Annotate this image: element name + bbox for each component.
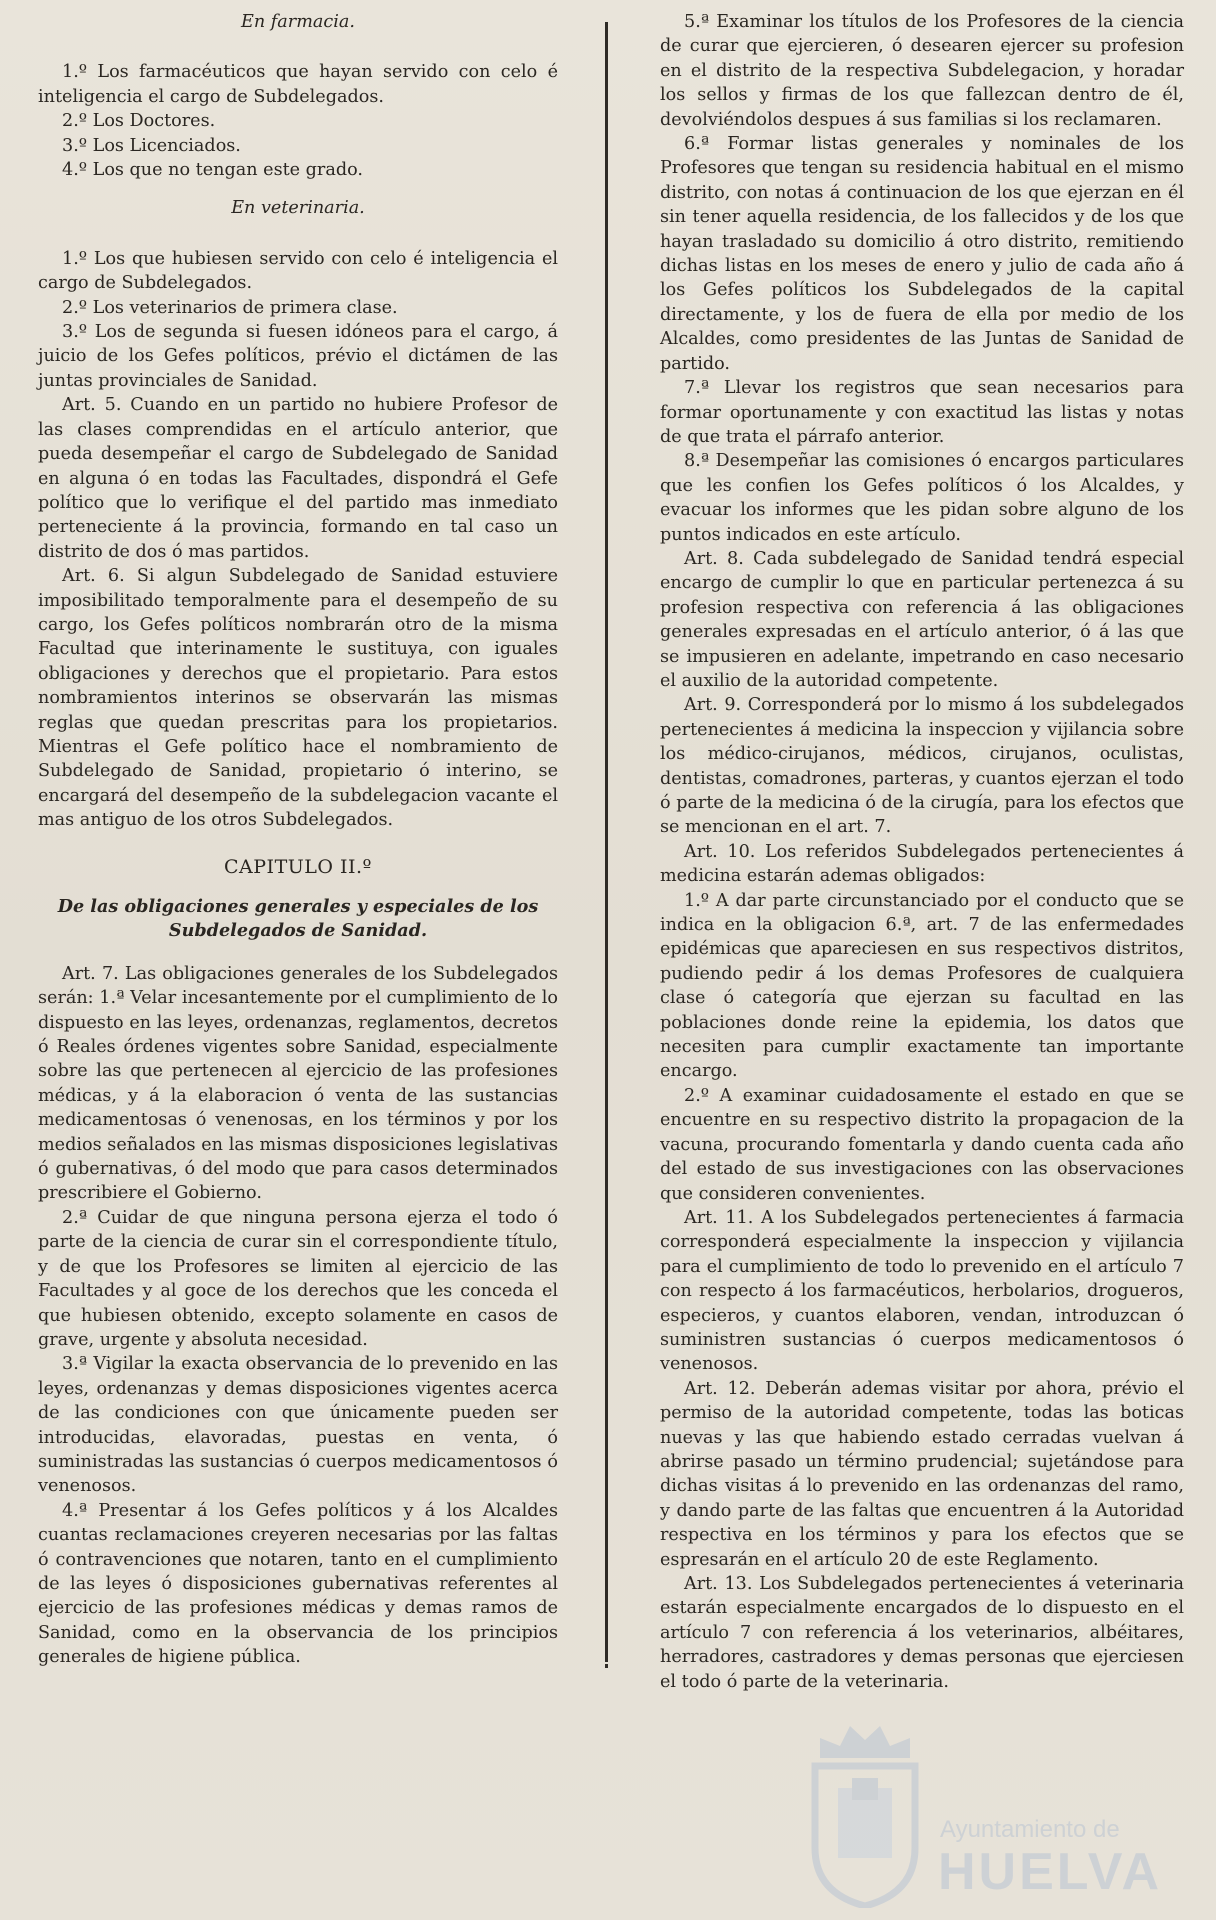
right-column [660, 10, 1184, 1694]
subheading-veterinaria: En veterinaria. [231, 198, 365, 219]
obligation-item: 8.ª Desempeñar las comisiones ó encargos particulares que les confien los Gefes políticos ó los Alcaldes, y evacuar los informes que les pidan sobre alguno de los puntos indicados en este artículo. [660, 451, 1184, 545]
article-8: Art. 8. Cada subdelegado de Sanidad tendrá especial encargo de cumplir lo que en particular pertenezca á su profesion respectiva con referencia á las obligaciones generales expresadas en el artículo anterior, ó á las que se impusieren en adelante, impetrando en caso necesario el auxilio de la autoridad competente. [660, 548, 1184, 691]
farmacia-item: 2.º Los Doctores. [62, 111, 216, 132]
column-divider-end [605, 1664, 608, 1668]
obligation-item: 6.ª Formar listas generales y nominales de los Profesores que tengan su residencia habitual en el mismo distrito, con notas á continuacion de los que ejerzan en él sin tener aquella residencia, de los fallecidos y de los que hayan trasladado su domicilio á otro distrito, remitiendo dichas listas en los meses de enero y julio de cada año á los Gefes políticos los Subdelegados de la capital directamente, y los de fuera de ella por medio de los Alcaldes, como presidentes de las Juntas de Sanidad de partido. [660, 134, 1184, 374]
huelva-shield-icon [800, 1718, 930, 1908]
veterinaria-item: 1.º Los que hubiesen servido con celo é inteligencia el cargo de Subdelegados. [38, 248, 558, 294]
veterinaria-item: 3.º Los de segunda si fuesen idóneos para el cargo, á juicio de los Gefes políticos, prévio el dictámen de las juntas provinciales de Sanidad. [38, 322, 558, 391]
article-12: Art. 12. Deberán ademas visitar por ahora, prévio el permiso de la autoridad competente, todas las boticas nuevas y las que habiendo estado cerradas vuelvan á abrirse pasado un término prudencial; sujetándose para dichas visitas á lo prevenido en las ordenanzas del ramo, y dando parte de las faltas que encuentren á la Autoridad respectiva en los términos y para los efectos que se espresarán en el artículo 20 de este Reglamento. [660, 1378, 1184, 1570]
article-13: Art. 13. Los Subdelegados pertenecientes á veterinaria estarán especialmente encargados de lo dispuesto en el artículo 7 con referencia á los veterinarios, albéitares, herradores, castradores y demas personas que ejerciesen el todo ó parte de la veterinaria. [660, 1574, 1184, 1692]
obligation-item: 7.ª Llevar los registros que sean necesarios para formar oportunamente y con exactitud las listas y notas de que trata el párrafo anterior. [660, 378, 1184, 447]
article-5: Art. 5. Cuando en un partido no hubiere Profesor de las clases comprendidas en el artículo anterior, que pueda desempeñar el cargo de Subdelegado de Sanidad en alguna ó en todas las Facultades, dispondrá el Gefe político que lo verifique el del partido mas inmediato perteneciente á la provincia, formando en tal caso un distrito de dos ó mas partidos. [38, 395, 558, 562]
article-7: Art. 7. Las obligaciones generales de los Subdelegados serán: 1.ª Velar incesantemente por el cumplimiento de lo dispuesto en las leyes, ordenanzas, reglamentos, decretos ó Reales órdenes vigentes sobre Sanidad, especialmente sobre las que pertenecen al ejercicio de las profesiones médicas, y á la elaboracion ó venta de las sustancias medicamentosas ó venenosas, en los términos y por los medios señalados en las mismas disposiciones legislativas ó gubernativas, ó del modo que para casos determinados prescribiere el Gobierno. [38, 963, 558, 1204]
article-10-item: 2.º A examinar cuidadosamente el estado en que se encuentre en su respectivo distrito la propagacion de la vacuna, procurando fomentarla y dando cuenta cada año del estado de sus investigaciones con las observaciones que consideren convenientes. [660, 1085, 1184, 1204]
article-10-item: 1.º A dar parte circunstanciado por el conducto que se indica en la obligacion 6.ª, art. 7 de las enfermedades epidémicas que apareciesen en sus respectivos distritos, pudiendo pedir á los demas Profesores de cualquiera clase ó categoría que ejerzan su facultad en las poblaciones donde reine la epidemia, los datos que necesiten para cumplir exactamente tan importante encargo. [660, 890, 1184, 1082]
watermark-line1: Ayuntamiento de [940, 1816, 1120, 1843]
obligation-item: 4.ª Presentar á los Gefes políticos y á los Alcaldes cuantas reclamaciones creyeren necesarias por las faltas ó contravenciones que notaren, tanto en el cumplimiento de las leyes ó disposiciones gubernativas referentes al ejercicio de las profesiones médicas y demas ramos de Sanidad, como en la observancia de los principios generales de higiene pública. [38, 1500, 558, 1668]
left-column [38, 10, 558, 1670]
farmacia-item: 1.º Los farmacéuticos que hayan servido con celo é inteligencia el cargo de Subdelegados. [38, 62, 558, 107]
ayuntamiento-watermark [800, 1718, 1180, 1908]
chapter-heading: CAPITULO II.º [224, 855, 372, 878]
subheading-farmacia: En farmacia. [241, 12, 355, 32]
column-divider [605, 22, 608, 1662]
farmacia-item: 4.º Los que no tengan este grado. [62, 160, 363, 181]
article-9: Art. 9. Corresponderá por lo mismo á los subdelegados pertenecientes á medicina la inspeccion y vijilancia sobre los médico-cirujanos, médicos, cirujanos, oculistas, dentistas, comadrones, parteras, y cuantos ejerzan el todo ó parte de la medicina ó de la cirugía, para los efectos que se mencionan en el art. 7. [660, 695, 1184, 838]
watermark-line2: HUELVA [938, 1843, 1163, 1901]
article-11: Art. 11. A los Subdelegados pertenecientes á farmacia corresponderá especialmente la inspeccion y vijilancia para el cumplimiento de todo lo prevenido en el artículo 7 con respecto á los farmacéuticos, herbolarios, drogueros, especieros, y cuantos elaboren, vendan, introduzcan ó suministren sustancias ó cuerpos medicamentosos ó venenosos. [660, 1207, 1184, 1375]
chapter-title: De las obligaciones generales y especiales de los Subdelegados de Sanidad. [57, 896, 539, 942]
farmacia-item: 3.º Los Licenciados. [62, 135, 241, 156]
article-6: Art. 6. Si algun Subdelegado de Sanidad estuviere imposibilitado temporalmente para el desempeño de su cargo, los Gefes políticos nombrarán otro de la misma Facultad que interinamente le sustituya, con iguales obligaciones y derechos que el propietario. Para estos nombramientos interinos se observarán las mismas reglas que quedan prescritas para los propietarios. Mientras el Gefe político hace el nombramiento de Subdelegado de Sanidad, propietario ó interino, se encargará del desempeño de la subdelegacion vacante el mas antiguo de los otros Subdelegados. [38, 566, 558, 831]
obligation-item: 3.ª Vigilar la exacta observancia de lo prevenido en las leyes, ordenanzas y demas disposiciones vigentes acerca de las condiciones con que únicamente pueden ser introducidas, elavoradas, puestas en venta, ó suministradas las sustancias ó cuerpos medicamentosos ó venenosos. [38, 1354, 558, 1497]
obligation-item: 5.ª Examinar los títulos de los Profesores de la ciencia de curar que ejercieren, ó desearen ejercer su profesion en el distrito de la respectiva Subdelegacion, y horadar los sellos y firmas de los que fallezcan dentro de él, devolviéndolos despues á sus familias si los reclamaren. [660, 12, 1184, 130]
article-10: Art. 10. Los referidos Subdelegados pertenecientes á medicina estarán ademas obligados: [660, 841, 1184, 887]
veterinaria-item: 2.º Los veterinarios de primera clase. [62, 297, 398, 318]
obligation-item: 2.ª Cuidar de que ninguna persona ejerza el todo ó parte de la ciencia de curar sin el correspondiente título, y de que los Profesores se limiten al ejercicio de las Facultades y al goce de los derechos que les conceda el que hubiesen obtenido, excepto solamente en casos de grave, urgente y absoluta necesidad. [38, 1207, 558, 1350]
